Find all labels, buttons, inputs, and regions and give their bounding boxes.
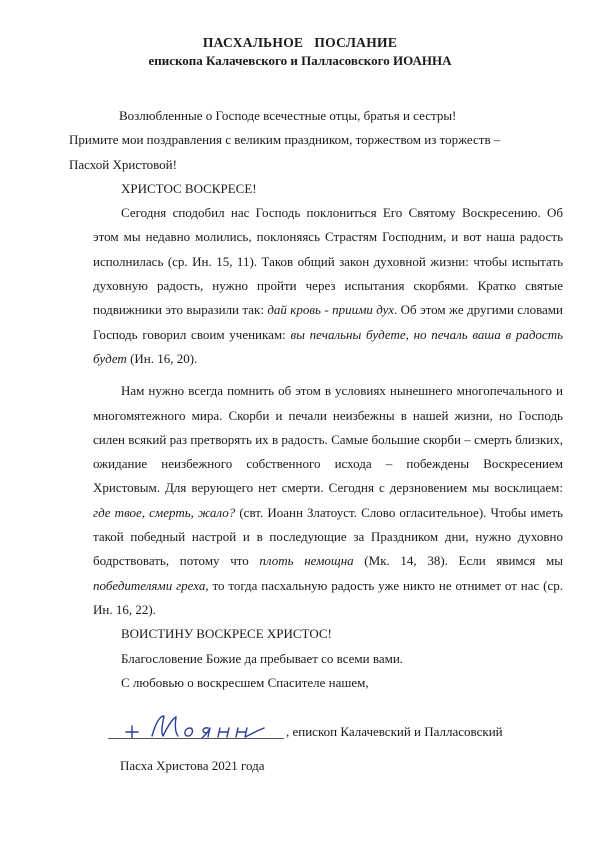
paragraph-2-text-4: , то тогда пасхальную радость уже никто не отнимет от нас (ср. Ин. 16, 22).: [93, 577, 563, 617]
letter-date: Пасха Христова 2021 года: [120, 758, 265, 773]
page-subtitle: епископа Калачевского и Палласовского ИОАННА: [148, 53, 452, 68]
greeting-line-1: Возлюбленные о Господе всечестные отцы, братья и сестры!: [119, 108, 457, 123]
letter-body: [69, 104, 564, 695]
blessing-line: Благословение Божие да пребывает со всеми вами.: [121, 650, 404, 666]
easter-exclamation: ХРИСТОС ВОСКРЕСЕ!: [121, 180, 257, 196]
signature-underline: [108, 738, 284, 739]
paragraph-1-quote-1: дай кровь - приими дух: [267, 302, 395, 318]
paragraph-2-quote-1: где твое, смерть, жало?: [93, 504, 236, 520]
paragraph-1-text-3: (Ин. 16, 20).: [126, 350, 198, 366]
paragraph-2-quote-2: плоть немощна: [259, 553, 354, 569]
paragraph-1-quote-2: вы печальны будете, но печаль ваша в радость будет: [93, 326, 564, 366]
paragraph-1-text-2: . Об этом же другими словами Господь говорил своим ученикам:: [93, 302, 563, 342]
greeting-line-3: Пасхой Христовой!: [69, 156, 177, 172]
paragraph-1-text-1: Сегодня сподобил нас Господь поклониться Его Святому Воскресению. Об этом мы недавно молились, поклоняясь Страстям Господним, и вот наша радость исполнилась (ср. Ин. 15, 11). Таков общий закон духовной жизни: чтобы испытать духовную радость, нужно пройти через испытания скорбями. Кратко святые подвижники это выразили так:: [93, 205, 563, 318]
paragraph-2-text-1: Нам нужно всегда помнить об этом в условиях нынешнего многопечального и многомятежного мира. Скорби и печали неизбежны в нашей жизни, но Господь силен всякий раз претворять их в радость. Самые большие скорби – смерть близких, ожидание неизбежного собственного исхода – побеждены Воскресением Христовым. Для верующего нет смерти. Сегодня с дерзновением мы восклицаем:: [93, 383, 563, 496]
paragraph-2-quote-3: победителями греха: [93, 577, 206, 593]
signature-row: [108, 718, 578, 748]
signer-title: , епископ Калачевский и Палласовский: [286, 724, 503, 739]
paragraph-1: [93, 201, 563, 371]
closing-line: С любовью о воскресшем Спасителе нашем,: [121, 674, 369, 690]
page-title: ПАСХАЛЬНОЕ ПОСЛАНИЕ: [202, 35, 398, 50]
greeting-line-2: Примите мои поздравления с великим праздником, торжеством из торжеств –: [69, 132, 501, 148]
paragraph-2-text-2: (свт. Иоанн Златоуст. Слово огласительное). Чтобы иметь такой победный настрой и в последующие за Праздником дни, нужно духовно бодрствовать, потому что: [93, 504, 563, 569]
letter-header: [0, 34, 600, 70]
paragraph-2-text-3: (Мк. 14, 38). Если явимся мы: [353, 553, 564, 569]
easter-response: ВОИСТИНУ ВОСКРЕСЕ ХРИСТОС!: [121, 626, 332, 642]
paragraph-2: [93, 379, 563, 622]
